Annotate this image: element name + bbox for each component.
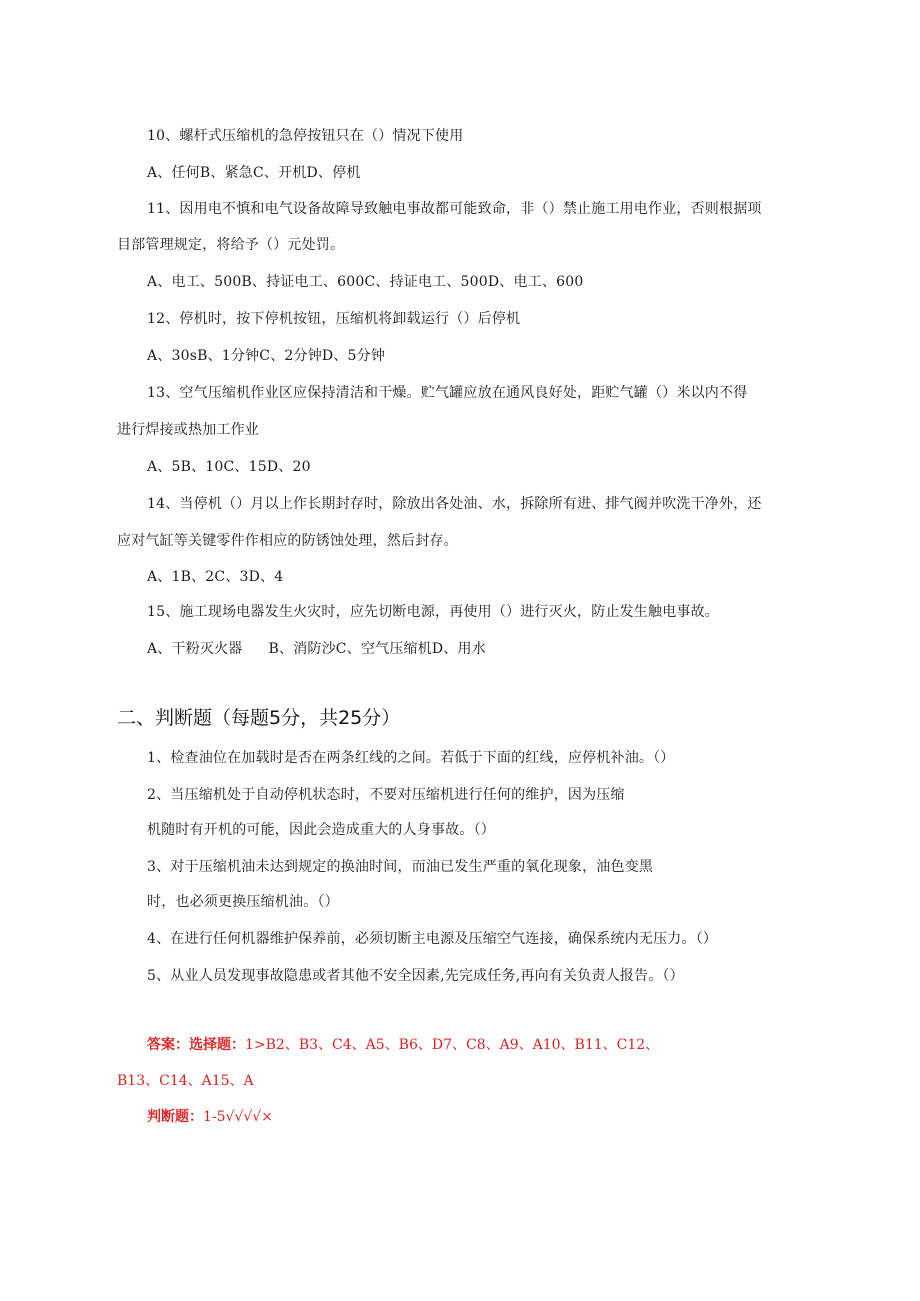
- question-11-continued: 目部管理规定，将给予（）元处罚。: [117, 237, 345, 253]
- answer-choice-values-1: 1>B2、B3、C4、A5、B6、D7、C8、A9、A10、B11、C12、: [245, 1037, 660, 1053]
- judge-item-5: 5、从业人员发现事故隐患或者其他不安全因素,先完成任务,再向有关负责人报告。（）: [147, 968, 684, 984]
- judge-item-3-continued: 时，也必须更换压缩机油。（）: [147, 894, 339, 910]
- judge-item-2-continued: 机随时有开机的可能，因此会造成重大的人身事故。（）: [147, 822, 495, 838]
- answer-choice-label: 答案：选择题：: [147, 1037, 245, 1053]
- judge-item-2: 2、当压缩机处于自动停机状态时，不要对压缩机进行任何的维护，因为压缩: [147, 787, 625, 803]
- answer-judge-line: [147, 1107, 273, 1127]
- question-13-continued: 进行焊接或热加工作业: [117, 422, 259, 438]
- question-14-options: A、1B、2C、3D、4: [147, 569, 284, 585]
- question-13-options: A、5B、10C、15D、20: [147, 459, 311, 475]
- question-12: 12、停机时，按下停机按钮，压缩机将卸载运行（）后停机: [147, 311, 521, 327]
- question-10-options: A、任何B、紧急C、开机D、停机: [147, 165, 361, 181]
- question-13: 13、空气压缩机作业区应保持清洁和干燥。贮气罐应放在通风良好处，距贮气罐（）米以内不得: [147, 385, 748, 401]
- judge-item-1: 1、检查油位在加载时是否在两条红线的之间。若低于下面的红线，应停机补油。（）: [147, 750, 675, 766]
- question-11: 11、因用电不慎和电气设备故障导致触电事故都可能致命，非（）禁止施工用电作业，否则根据项: [147, 201, 762, 217]
- question-12-options: A、30sB、1分钟C、2分钟D、5分钟: [147, 348, 386, 364]
- question-15-options: [147, 639, 486, 659]
- answer-choice-line-1: [147, 1035, 659, 1055]
- question-10: 10、螺杆式压缩机的急停按钮只在（）情况下使用: [147, 128, 464, 144]
- question-15: 15、施工现场电器发生火灾时，应先切断电源，再使用（）进行灭火，防止发生触电事故。: [147, 604, 720, 620]
- question-11-options: A、电工、500B、持证电工、600C、持证电工、500D、电工、600: [147, 274, 584, 290]
- question-14-continued: 应对气缸等关键零件作相应的防锈蚀处理，然后封存。: [117, 533, 458, 549]
- question-14: 14、当停机（）月以上作长期封存时，除放出各处油、水，拆除所有进、排气阀并吹洗干净外，还: [147, 496, 762, 512]
- judge-item-4: 4、在进行任何机器维护保养前，必须切断主电源及压缩空气连接，确保系统内无压力。（）: [147, 931, 718, 947]
- question-15-options-rest: B、消防沙C、空气压缩机D、用水: [268, 641, 486, 657]
- question-15-option-a: A、干粉灭火器: [147, 641, 243, 657]
- section-heading-true-false: 二、判断题（每题5分，共25分）: [117, 707, 401, 729]
- answer-choice-line-2: B13、C14、A15、A: [117, 1073, 254, 1089]
- judge-item-3: 3、对于压缩机油未达到规定的换油时间，而油已发生严重的氧化现象，油色变黑: [147, 859, 654, 875]
- answer-judge-label: 判断题：: [147, 1109, 203, 1125]
- answer-judge-values: 1-5√√√√×: [203, 1109, 273, 1125]
